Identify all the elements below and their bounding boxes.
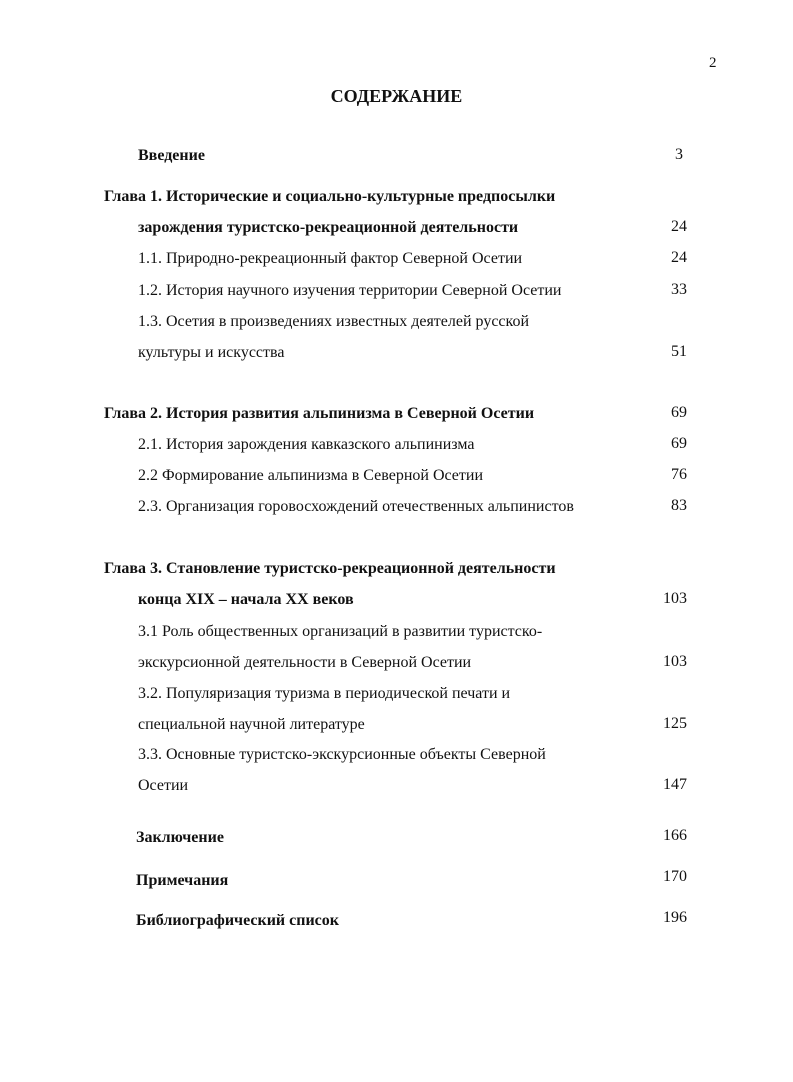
- toc-section-2-3: 2.3. Организация горовосхождений отечественных альпинистов: [138, 498, 574, 515]
- toc-section-1-3-line1: 1.3. Осетия в произведениях известных деятелей русской: [138, 313, 530, 330]
- toc-section-2-1: 2.1. История зарождения кавказского альпинизма: [138, 436, 475, 453]
- toc-section-2-3-page: 83: [671, 497, 687, 514]
- toc-chapter1-page: 24: [671, 218, 687, 235]
- toc-section-2-2: 2.2 Формирование альпинизма в Северной Осетии: [138, 467, 484, 484]
- toc-section-3-1-page: 103: [663, 653, 687, 670]
- page-title: СОДЕРЖАНИЕ: [330, 86, 463, 106]
- toc-chapter3-line2: конца XIX – начала XX веков: [138, 591, 354, 608]
- toc-intro-page: 3: [675, 146, 683, 163]
- toc-conclusion-label: Заключение: [136, 829, 224, 846]
- toc-section-3-3-line2: Осетии: [138, 777, 189, 794]
- toc-bibliography-page: 196: [663, 909, 687, 926]
- toc-chapter3-line1: Глава 3. Становление туристско-рекреационной деятельности: [104, 560, 556, 577]
- toc-section-1-1: 1.1. Природно-рекреационный фактор Северной Осетии: [138, 250, 523, 267]
- toc-section-1-1-page: 24: [671, 249, 687, 266]
- toc-chapter3-page: 103: [663, 590, 687, 607]
- toc-section-1-3-line2: культуры и искусства: [138, 344, 285, 361]
- page-number: 2: [709, 55, 717, 71]
- toc-section-3-2-line1: 3.2. Популяризация туризма в периодической печати и: [138, 685, 511, 702]
- toc-section-1-3-page: 51: [671, 343, 687, 360]
- toc-notes-label: Примечания: [136, 872, 229, 889]
- toc-conclusion-page: 166: [663, 827, 687, 844]
- toc-bibliography-label: Библиографический список: [136, 912, 339, 929]
- toc-section-2-1-page: 69: [671, 435, 687, 452]
- toc-section-3-1-line1: 3.1 Роль общественных организаций в развитии туристско-: [138, 623, 543, 640]
- toc-section-3-3-page: 147: [663, 776, 687, 793]
- toc-section-1-2-page: 33: [671, 281, 687, 298]
- toc-section-3-2-line2: специальной научной литературе: [138, 716, 365, 733]
- toc-notes-page: 170: [663, 868, 687, 885]
- toc-section-3-1-line2: экскурсионной деятельности в Северной Осетии: [138, 654, 472, 671]
- toc-chapter1-line2: зарождения туристско-рекреационной деятельности: [138, 219, 519, 236]
- toc-chapter2-page: 69: [671, 404, 687, 421]
- toc-section-3-3-line1: 3.3. Основные туристско-экскурсионные объекты Северной: [138, 746, 546, 763]
- toc-chapter2-line1: Глава 2. История развития альпинизма в Северной Осетии: [104, 405, 535, 422]
- toc-section-2-2-page: 76: [671, 466, 687, 483]
- toc-chapter1-line1: Глава 1. Исторические и социально-культурные предпосылки: [104, 188, 556, 205]
- toc-intro-label: Введение: [138, 147, 205, 164]
- toc-section-3-2-page: 125: [663, 715, 687, 732]
- toc-section-1-2: 1.2. История научного изучения территории Северной Осетии: [138, 282, 562, 299]
